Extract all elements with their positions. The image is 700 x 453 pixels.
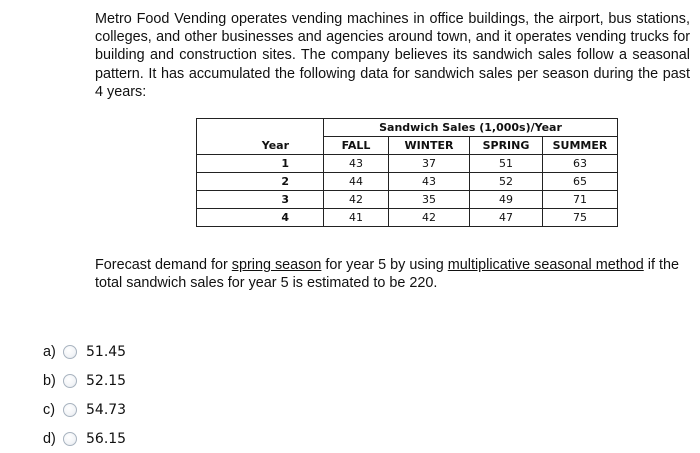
table-group-header: Sandwich Sales (1,000s)/Year	[324, 119, 618, 137]
column-header-fall: FALL	[324, 137, 389, 155]
table-header-row	[197, 137, 618, 155]
table-cell: 65	[543, 173, 618, 191]
option-value: 56.15	[86, 430, 127, 447]
table-cell: 43	[389, 173, 470, 191]
table-cell: 43	[324, 155, 389, 173]
option-letter: b)	[43, 372, 56, 389]
table-cell-year: 4	[197, 209, 324, 227]
table-row	[197, 155, 618, 173]
table-cell: 75	[543, 209, 618, 227]
column-header-year: Year	[197, 137, 324, 155]
column-header-spring: SPRING	[470, 137, 543, 155]
radio-button-icon[interactable]	[63, 432, 77, 446]
table-cell: 41	[324, 209, 389, 227]
table-row	[197, 173, 618, 191]
option-value: 52.15	[86, 372, 127, 389]
table-cell: 51	[470, 155, 543, 173]
question-underline-method: multiplicative seasonal method	[447, 257, 644, 273]
answer-option-d[interactable]	[43, 424, 126, 453]
option-letter: d)	[43, 430, 56, 447]
table-cell: 44	[324, 173, 389, 191]
question-prefix: Forecast demand for	[95, 257, 232, 273]
question-middle: for year 5 by using	[321, 257, 448, 273]
option-value: 54.73	[86, 401, 127, 418]
table-cell: 52	[470, 173, 543, 191]
option-value: 51.45	[86, 343, 127, 360]
answer-option-c[interactable]	[43, 395, 126, 424]
answer-option-a[interactable]	[43, 337, 126, 366]
table-cell: 63	[543, 155, 618, 173]
table-cell: 42	[389, 209, 470, 227]
table-cell-year: 1	[197, 155, 324, 173]
option-letter: a)	[43, 343, 56, 360]
table-cell: 42	[324, 191, 389, 209]
question-underline-season: spring season	[231, 257, 322, 273]
question-suffix: if the total sandwich sales for year 5 is estimated to be 220.	[95, 257, 679, 291]
radio-button-icon[interactable]	[63, 345, 77, 359]
answer-options	[43, 337, 126, 453]
column-header-winter: WINTER	[389, 137, 470, 155]
table-cell-year: 2	[197, 173, 324, 191]
radio-button-icon[interactable]	[63, 403, 77, 417]
table-group-header-row	[197, 119, 618, 137]
sandwich-sales-table	[196, 118, 618, 227]
table-cell-year: 3	[197, 191, 324, 209]
table-row	[197, 209, 618, 227]
column-header-summer: SUMMER	[543, 137, 618, 155]
answer-option-b[interactable]	[43, 366, 126, 395]
table-cell: 71	[543, 191, 618, 209]
radio-button-icon[interactable]	[63, 374, 77, 388]
problem-intro-text: Metro Food Vending operates vending machines in office buildings, the airport, bus stations, colleges, and other businesses and agencies around town, and it operates vending trucks for building and construction sites. The company believes its sandwich sales follow a seasonal pattern. It has accumulated the following data for sandwich sales per season during the past 4 years:	[95, 11, 690, 100]
table-corner-cell	[197, 119, 324, 137]
table-cell: 37	[389, 155, 470, 173]
table-cell: 47	[470, 209, 543, 227]
table-cell: 49	[470, 191, 543, 209]
table-cell: 35	[389, 191, 470, 209]
table-row	[197, 191, 618, 209]
question-text	[95, 256, 695, 292]
option-letter: c)	[43, 401, 55, 418]
